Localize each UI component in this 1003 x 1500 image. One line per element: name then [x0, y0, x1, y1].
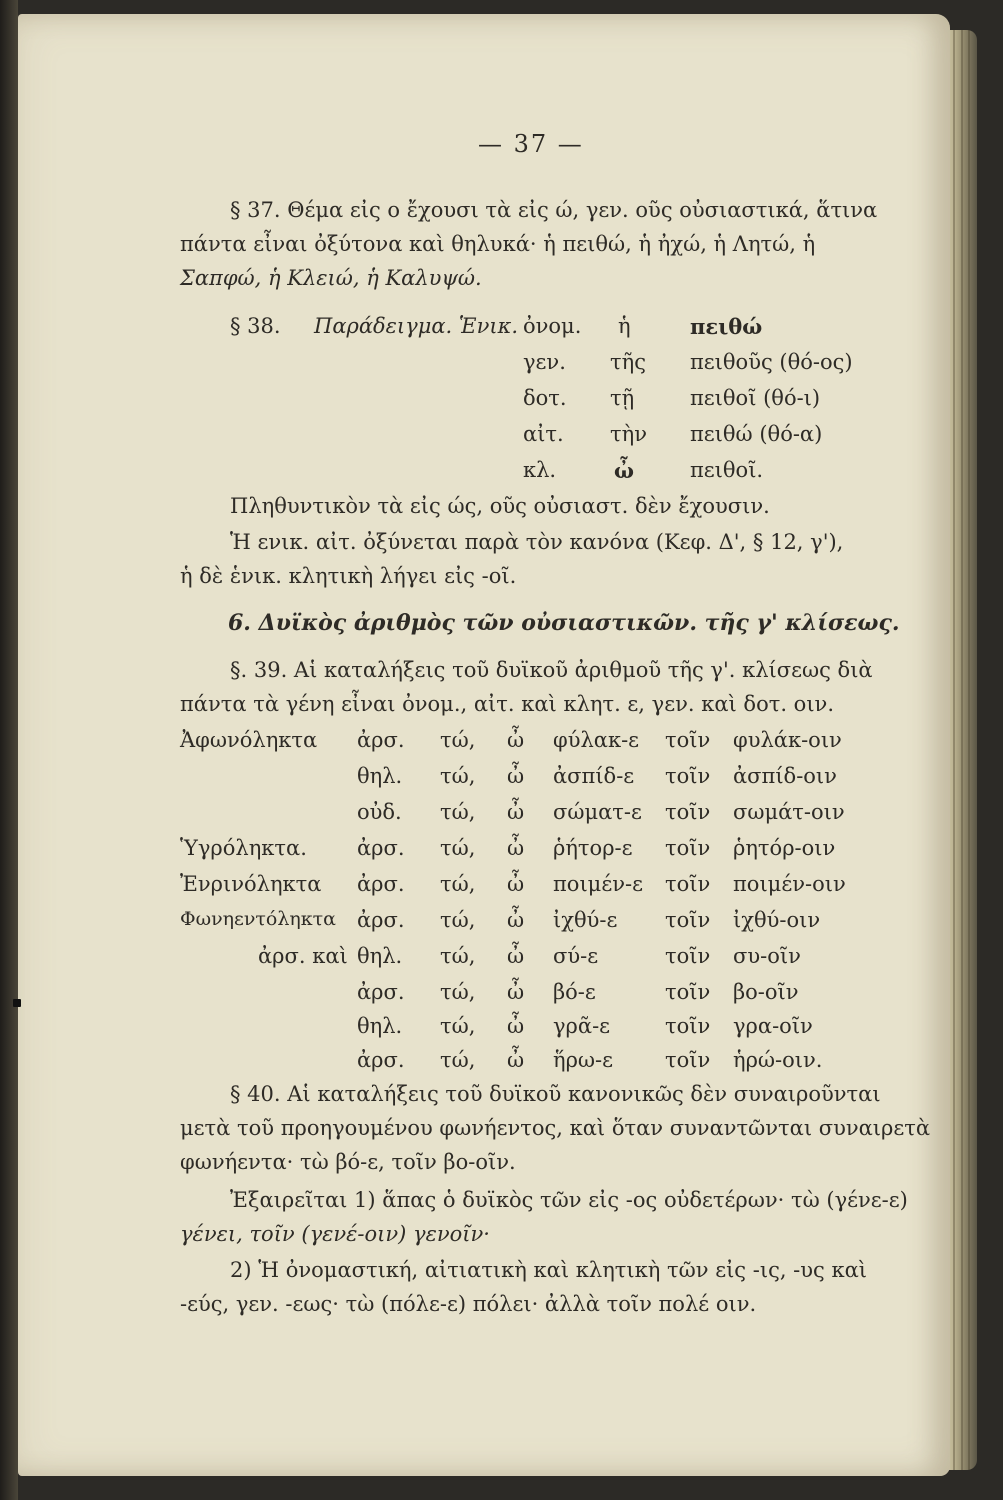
sec40-line1: § 40. Αἱ καταλήξεις τοῦ δυϊκοῦ κανονικῶς δὲν συναιροῦνται	[230, 1082, 881, 1106]
margin-mark	[13, 999, 21, 1007]
sec37-line2: πάντα εἶναι ὀξύτονα καὶ θηλυκά· ἡ πειθώ, ἡ ἠχώ, ἡ Λητώ, ἡ	[180, 232, 816, 256]
table-vocative: ὦ	[507, 944, 525, 968]
table-nom-form: ποιμέν-ε	[553, 872, 643, 896]
table-gender: ἀρσ.	[357, 908, 405, 932]
table-article: τώ,	[440, 728, 476, 752]
table-article: τοῖν	[665, 1048, 711, 1072]
case-label: αἰτ.	[523, 422, 564, 446]
table-article: τοῖν	[665, 980, 711, 1004]
table-gen-form: ῥητόρ-οιν	[733, 836, 836, 860]
book-spine	[0, 0, 18, 1500]
table-article: τώ,	[440, 872, 476, 896]
table-gender: ἀρσ.	[357, 836, 405, 860]
table-nom-form: βό-ε	[553, 980, 596, 1004]
declension-form: πειθοῦς (θό-ος)	[690, 350, 853, 374]
table-group-label: Ἀφωνόληκτα	[180, 728, 318, 752]
article: τῆς	[610, 350, 646, 374]
declension-form: πειθοῖ.	[690, 458, 764, 482]
accent-note-line2: ἡ δὲ ἑνικ. κλητικὴ λήγει εἰς -οῖ.	[180, 564, 517, 588]
declension-form: πειθώ	[690, 314, 763, 339]
table-article: τώ,	[440, 944, 476, 968]
table-gender: ἀρσ.	[357, 980, 405, 1004]
sec39-line2: πάντα τὰ γένη εἶναι ὀνομ., αἰτ. καὶ κλητ. ε, γεν. καὶ δοτ. οιν.	[180, 692, 834, 716]
table-article: τοῖν	[665, 1014, 711, 1038]
table-group-label: Φωνηεντόληκτα	[180, 908, 336, 930]
table-article: τοῖν	[665, 944, 711, 968]
table-article: τοῖν	[665, 800, 711, 824]
table-vocative: ὦ	[507, 908, 525, 932]
table-gender: θηλ.	[357, 944, 403, 968]
exception2-line2: -εύς, γεν. -εως· τὼ (πόλε-ε) πόλει· ἀλλὰ τοῖν πολέ οιν.	[180, 1292, 757, 1316]
table-article: τώ,	[440, 908, 476, 932]
table-article: τοῖν	[665, 872, 711, 896]
case-label: κλ.	[523, 458, 557, 482]
table-vocative: ὦ	[507, 872, 525, 896]
sec38-label: § 38.	[230, 314, 281, 338]
table-nom-form: φύλακ-ε	[553, 728, 640, 752]
sec38-heading: Παράδειγμα. Ἑνικ.	[314, 314, 519, 338]
article: τῇ	[610, 386, 635, 410]
exception1-line2: γένει, τοῖν (γενέ-οιν) γενοῖν·	[180, 1222, 490, 1246]
table-gender: οὐδ.	[357, 800, 402, 824]
sec40-line2: μετὰ τοῦ προηγουμένου φωνήεντος, καὶ ὅταν συναντῶνται συναιρετὰ	[180, 1116, 931, 1140]
table-nom-form: ἰχθύ-ε	[553, 908, 618, 932]
table-nom-form: ῥήτορ-ε	[553, 836, 633, 860]
table-vocative: ὦ	[507, 764, 525, 788]
table-gen-form: ποιμέν-οιν	[733, 872, 846, 896]
article: ἡ	[618, 314, 631, 338]
table-gen-form: ἀσπίδ-οιν	[733, 764, 837, 788]
table-article: τώ,	[440, 980, 476, 1004]
table-article: τώ,	[440, 800, 476, 824]
page-number: — 37 —	[478, 130, 584, 158]
table-gen-form: συ-οῖν	[733, 944, 801, 968]
table-article: τοῖν	[665, 836, 711, 860]
table-article: τώ,	[440, 764, 476, 788]
table-gender: ἀρσ.	[357, 1048, 405, 1072]
plural-note: Πληθυντικὸν τὰ εἰς ώς, οῦς οὐσιαστ. δὲν ἔχουσιν.	[230, 494, 770, 518]
table-vocative: ὦ	[507, 980, 525, 1004]
table-nom-form: σύ-ε	[553, 944, 599, 968]
sec40-line3: φωνήεντα· τὼ βό-ε, τοῖν βο-οῖν.	[180, 1150, 516, 1174]
exception2-line1: 2) Ἡ ὀνομαστική, αἰτιατικὴ καὶ κλητικὴ τῶν εἰς -ις, -υς καὶ	[230, 1258, 868, 1282]
table-group-label: Ὑγρόληκτα.	[180, 836, 307, 860]
table-gen-form: βο-οῖν	[733, 980, 799, 1004]
table-article: τοῖν	[665, 764, 711, 788]
table-group-label: ἀρσ. καὶ	[258, 944, 348, 968]
table-gen-form: ἰχθύ-οιν	[733, 908, 821, 932]
table-vocative: ὦ	[507, 1014, 525, 1038]
table-article: τώ,	[440, 1048, 476, 1072]
table-nom-form: ἥρω-ε	[553, 1048, 614, 1072]
sec37-line3: Σαπφώ, ἡ Κλειώ, ἡ Καλυψώ.	[180, 266, 482, 290]
table-gender: ἀρσ.	[357, 728, 405, 752]
table-gen-form: ἡρώ-οιν.	[733, 1048, 823, 1072]
table-vocative: ὦ	[507, 800, 525, 824]
table-gen-form: σωμάτ-οιν	[733, 800, 845, 824]
table-article: τοῖν	[665, 908, 711, 932]
table-vocative: ὦ	[507, 1048, 525, 1072]
table-group-label: Ἐνρινόληκτα	[180, 872, 322, 896]
table-nom-form: ἀσπίδ-ε	[553, 764, 635, 788]
sec37-line1: § 37. Θέμα εἰς ο ἔχουσι τὰ εἰς ώ, γεν. οῦς οὐσιαστικά, ἅτινα	[230, 198, 878, 222]
declension-form: πειθοῖ (θό-ι)	[690, 386, 821, 410]
table-gen-form: φυλάκ-οιν	[733, 728, 842, 752]
sec39-line1: §. 39. Αἱ καταλήξεις τοῦ δυϊκοῦ ἀριθμοῦ τῆς γ'. κλίσεως διὰ	[230, 658, 873, 682]
table-article: τώ,	[440, 836, 476, 860]
table-vocative: ὦ	[507, 836, 525, 860]
case-label: δοτ.	[523, 386, 567, 410]
article: τὴν	[610, 422, 647, 446]
exception1-line1: Ἐξαιρεῖται 1) ἅπας ὁ δυϊκὸς τῶν εἰς -ος οὐδετέρων· τὼ (γένε-ε)	[230, 1188, 908, 1212]
declension-form: πειθώ (θό-α)	[690, 422, 823, 446]
table-article: τώ,	[440, 1014, 476, 1038]
table-nom-form: γρᾶ-ε	[553, 1014, 611, 1038]
section-heading: 6. Δυϊκὸς ἀριθμὸς τῶν οὐσιαστικῶν. τῆς γ' κλίσεως.	[228, 610, 900, 636]
case-label: γεν.	[523, 350, 566, 374]
table-gen-form: γρα-οῖν	[733, 1014, 813, 1038]
accent-note-line1: Ἡ ενικ. αἰτ. ὀξύνεται παρὰ τὸν κανόνα (Κεφ. Δ', § 12, γ'),	[230, 530, 844, 554]
table-gender: θηλ.	[357, 1014, 403, 1038]
article: ὦ	[614, 458, 634, 483]
table-vocative: ὦ	[507, 728, 525, 752]
table-gender: ἀρσ.	[357, 872, 405, 896]
case-label: ὀνομ.	[523, 314, 582, 338]
table-article: τοῖν	[665, 728, 711, 752]
table-gender: θηλ.	[357, 764, 403, 788]
table-nom-form: σώματ-ε	[553, 800, 642, 824]
